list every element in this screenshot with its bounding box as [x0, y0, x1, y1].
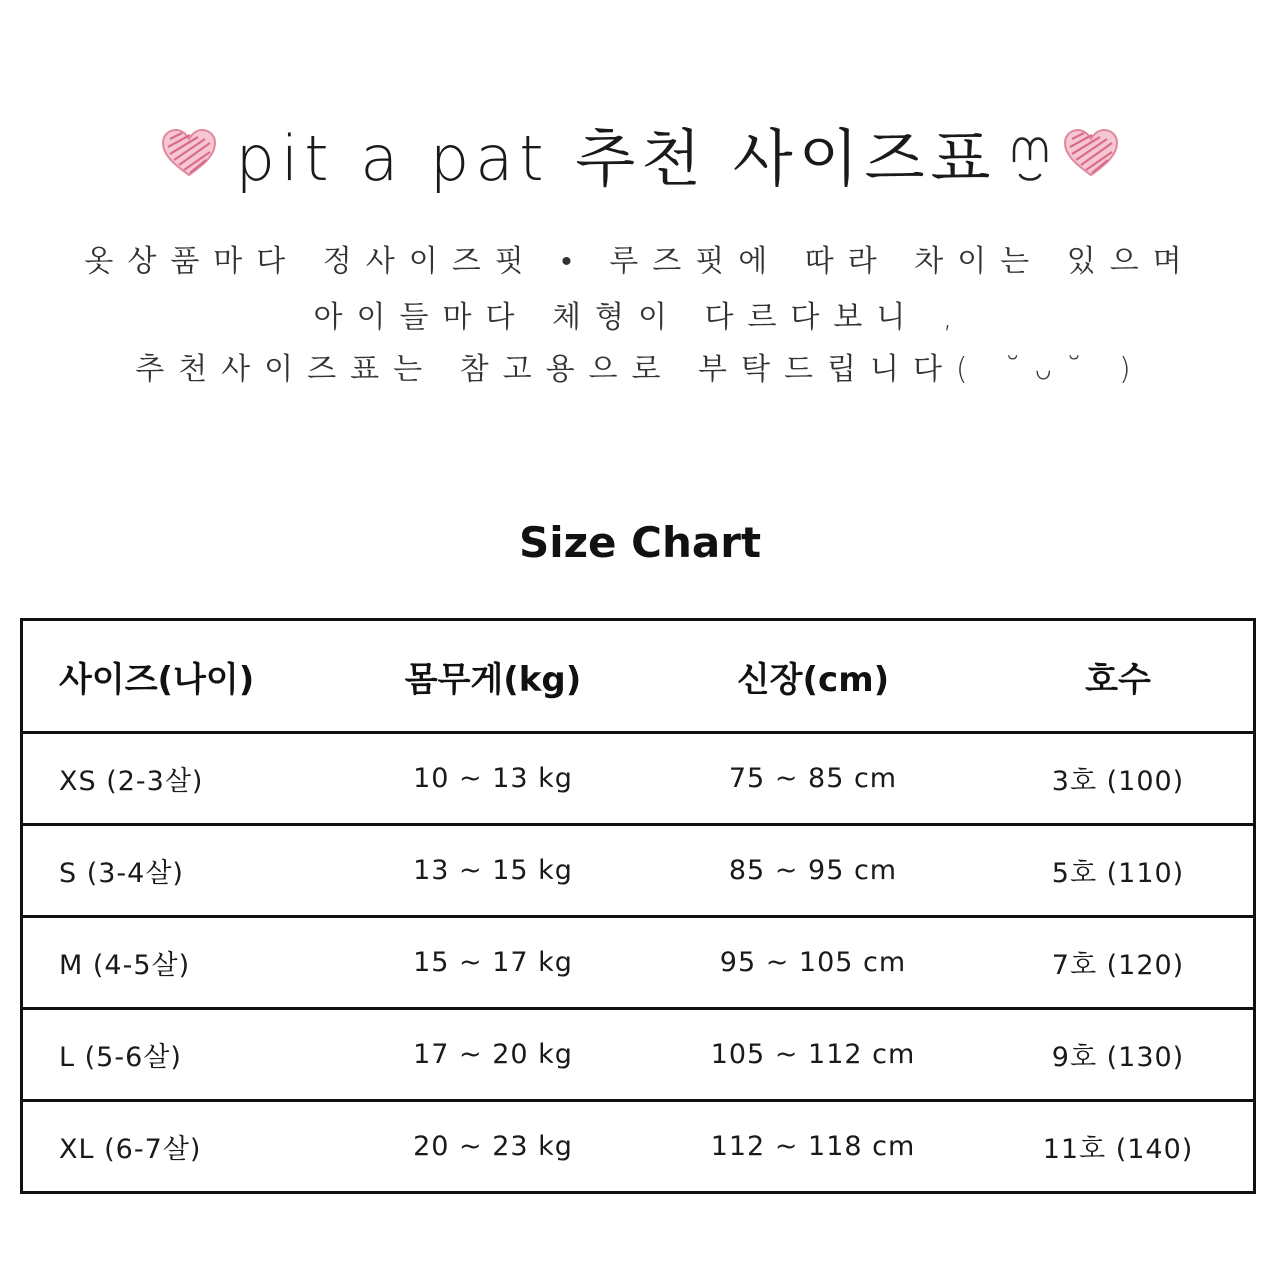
cell-height: 95 ~ 105 cm — [719, 947, 907, 978]
cell-height: 112 ~ 118 cm — [710, 1131, 916, 1162]
cell-weight: 13 ~ 15 kg — [413, 855, 573, 886]
cell-size-number: 7호 (120) — [1051, 950, 1185, 981]
cell-size-number: 5호 (110) — [1051, 858, 1185, 889]
cell-size-age: XL (6-7살) — [59, 1134, 202, 1165]
cell-size-number: 11호 (140) — [1042, 1134, 1194, 1165]
cell-size-age: L (5-6살) — [59, 1042, 182, 1073]
heart-icon — [1062, 127, 1120, 179]
smiling-face-icon — [1008, 121, 1052, 185]
table-row — [23, 1102, 1253, 1191]
cell-weight: 15 ~ 17 kg — [413, 947, 573, 978]
notice-line-1: 옷상품마다 정사이즈핏 • 루즈핏에 따라 차이는 있으며 — [84, 244, 1196, 279]
header-height: 신장(cm) — [736, 659, 890, 700]
header-size-age: 사이즈(나이) — [59, 659, 255, 700]
header-size-number: 호수 — [1085, 659, 1151, 700]
cell-height: 75 ~ 85 cm — [728, 763, 898, 794]
cell-weight: 20 ~ 23 kg — [413, 1131, 573, 1162]
notice-line-2: 아이들마다 체형이 다르다보니 , — [313, 300, 967, 335]
notice-line-3: 추천사이즈표는 참고용으로 부탁드립니다( ˘ᴗ˘ ) — [135, 352, 1145, 387]
cell-size-age: XS (2-3살) — [59, 766, 204, 797]
heart-icon — [160, 127, 218, 179]
table-row — [23, 734, 1253, 826]
cell-weight: 10 ~ 13 kg — [413, 763, 573, 794]
page-title: pit a pat 추천 사이즈표 — [235, 121, 997, 195]
cell-height: 105 ~ 112 cm — [710, 1039, 916, 1070]
table-row — [23, 918, 1253, 1010]
table-header-row — [23, 621, 1253, 734]
cell-size-age: S (3-4살) — [59, 858, 184, 889]
table-row — [23, 1010, 1253, 1102]
size-chart-title: Size Chart — [518, 518, 762, 567]
header-weight: 몸무게(kg) — [404, 659, 582, 700]
cell-weight: 17 ~ 20 kg — [413, 1039, 573, 1070]
cell-height: 85 ~ 95 cm — [728, 855, 898, 886]
cell-size-number: 3호 (100) — [1051, 766, 1185, 797]
cell-size-age: M (4-5살) — [59, 950, 191, 981]
title-row — [0, 108, 1280, 198]
table-row — [23, 826, 1253, 918]
size-table — [20, 618, 1256, 1194]
cell-size-number: 9호 (130) — [1051, 1042, 1185, 1073]
